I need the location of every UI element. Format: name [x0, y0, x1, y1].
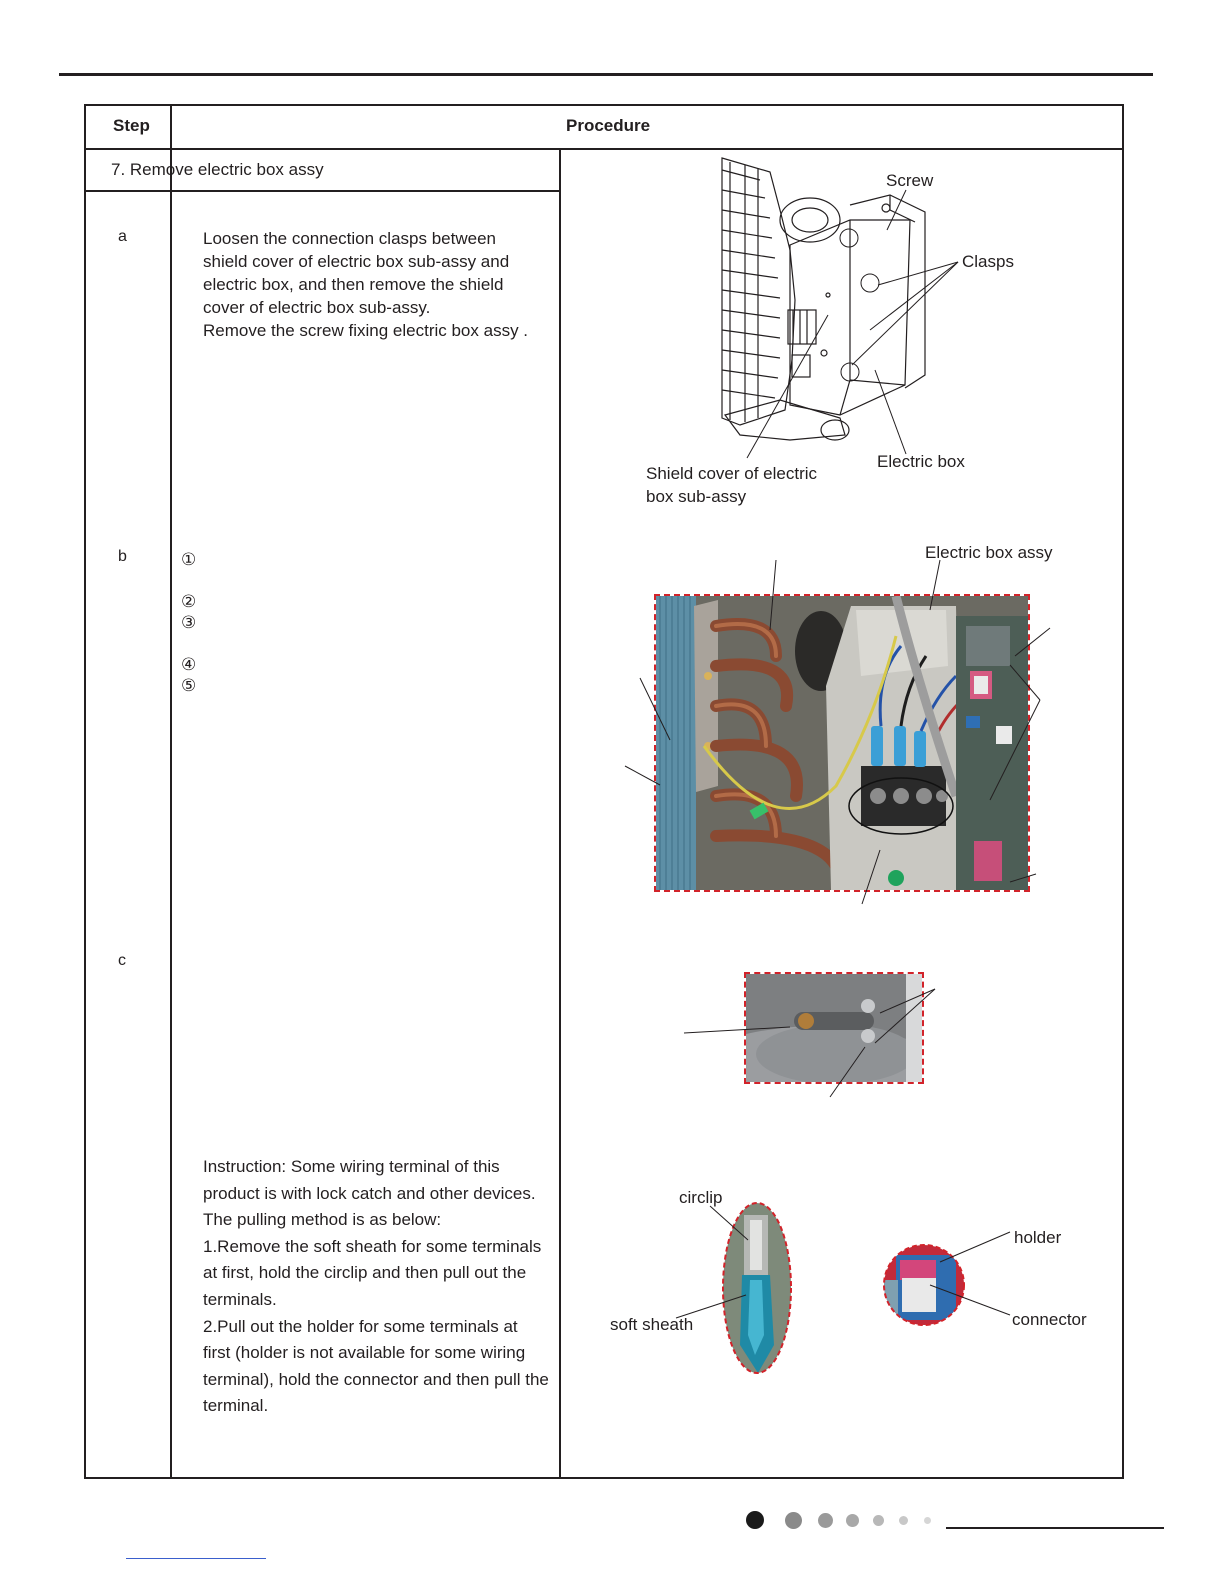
instruction-line: Instruction: Some wiring terminal of this — [203, 1157, 500, 1176]
label-electric-box-assy: Electric box assy — [925, 543, 1053, 562]
page-dot-4 — [846, 1514, 859, 1527]
step-letter-b: b — [118, 548, 127, 565]
label-soft-sheath: soft sheath — [610, 1315, 694, 1334]
label-screw: Screw — [886, 171, 934, 190]
section-title: 7. Remove electric box assy — [111, 160, 324, 179]
instruction-line: product is with lock catch and other devices. — [203, 1183, 536, 1203]
figure-b-leaders — [600, 540, 1060, 910]
footer-link-underline — [126, 1558, 266, 1559]
step-b-marker-2: ② — [181, 592, 197, 612]
label-electric-box: Electric box — [877, 452, 965, 471]
figure-c-leaders — [680, 985, 950, 1105]
label-holder: holder — [1014, 1228, 1062, 1247]
label-shield-line2: box sub-assy — [646, 487, 747, 506]
header-procedure: Procedure — [566, 116, 651, 135]
label-connector: connector — [1012, 1310, 1087, 1329]
figure-d-leaders — [660, 1190, 1060, 1350]
top-rule — [59, 73, 1153, 76]
label-circlip: circlip — [679, 1188, 723, 1207]
instruction-line: at first, hold the circlip and then pull out the — [203, 1263, 527, 1283]
page-dot-5 — [873, 1515, 884, 1526]
step-b-marker-1: ① — [181, 550, 197, 570]
step-a-text — [203, 227, 528, 342]
page-dot-1 — [746, 1511, 764, 1529]
instruction-text — [203, 1154, 549, 1420]
instruction-line: first (holder is not available for some wiring — [203, 1343, 526, 1363]
instruction-line: The pulling method is as below: — [203, 1210, 442, 1230]
instruction-line: terminals. — [203, 1289, 277, 1309]
instruction-line: 2.Pull out the holder for some terminals at — [203, 1316, 518, 1336]
page-dot-7 — [924, 1517, 931, 1524]
instruction-line: 1.Remove the soft sheath for some terminals — [203, 1236, 542, 1256]
step-column-divider — [170, 106, 172, 1477]
page-dot-3 — [818, 1513, 833, 1528]
step-letter-a: a — [118, 228, 127, 245]
section-divider-left — [86, 190, 172, 192]
instruction-line: terminal), hold the connector and then pull the — [203, 1369, 549, 1389]
step-letter-c: c — [118, 952, 126, 969]
step-a-line: cover of electric box sub-assy. — [203, 298, 431, 317]
figure-a-leaders — [600, 150, 1020, 500]
step-a-line: Remove the screw fixing electric box assy . — [203, 321, 529, 340]
step-b-marker-5: ⑤ — [181, 676, 197, 696]
label-clasps: Clasps — [962, 252, 1014, 271]
step-a-line: electric box, and then remove the shield — [203, 275, 504, 294]
page-dot-6 — [899, 1516, 908, 1525]
page-dot-2 — [785, 1512, 802, 1529]
text-figure-divider — [559, 148, 561, 1477]
step-b-marker-4: ④ — [181, 655, 197, 675]
label-shield-line1: Shield cover of electric — [646, 464, 818, 483]
step-b-marker-3: ③ — [181, 613, 197, 633]
step-a-line: shield cover of electric box sub-assy and — [203, 252, 510, 271]
header-step: Step — [113, 116, 150, 135]
footer-rule — [946, 1527, 1164, 1529]
instruction-line: terminal. — [203, 1396, 269, 1416]
step-a-line: Loosen the connection clasps between — [203, 229, 496, 248]
